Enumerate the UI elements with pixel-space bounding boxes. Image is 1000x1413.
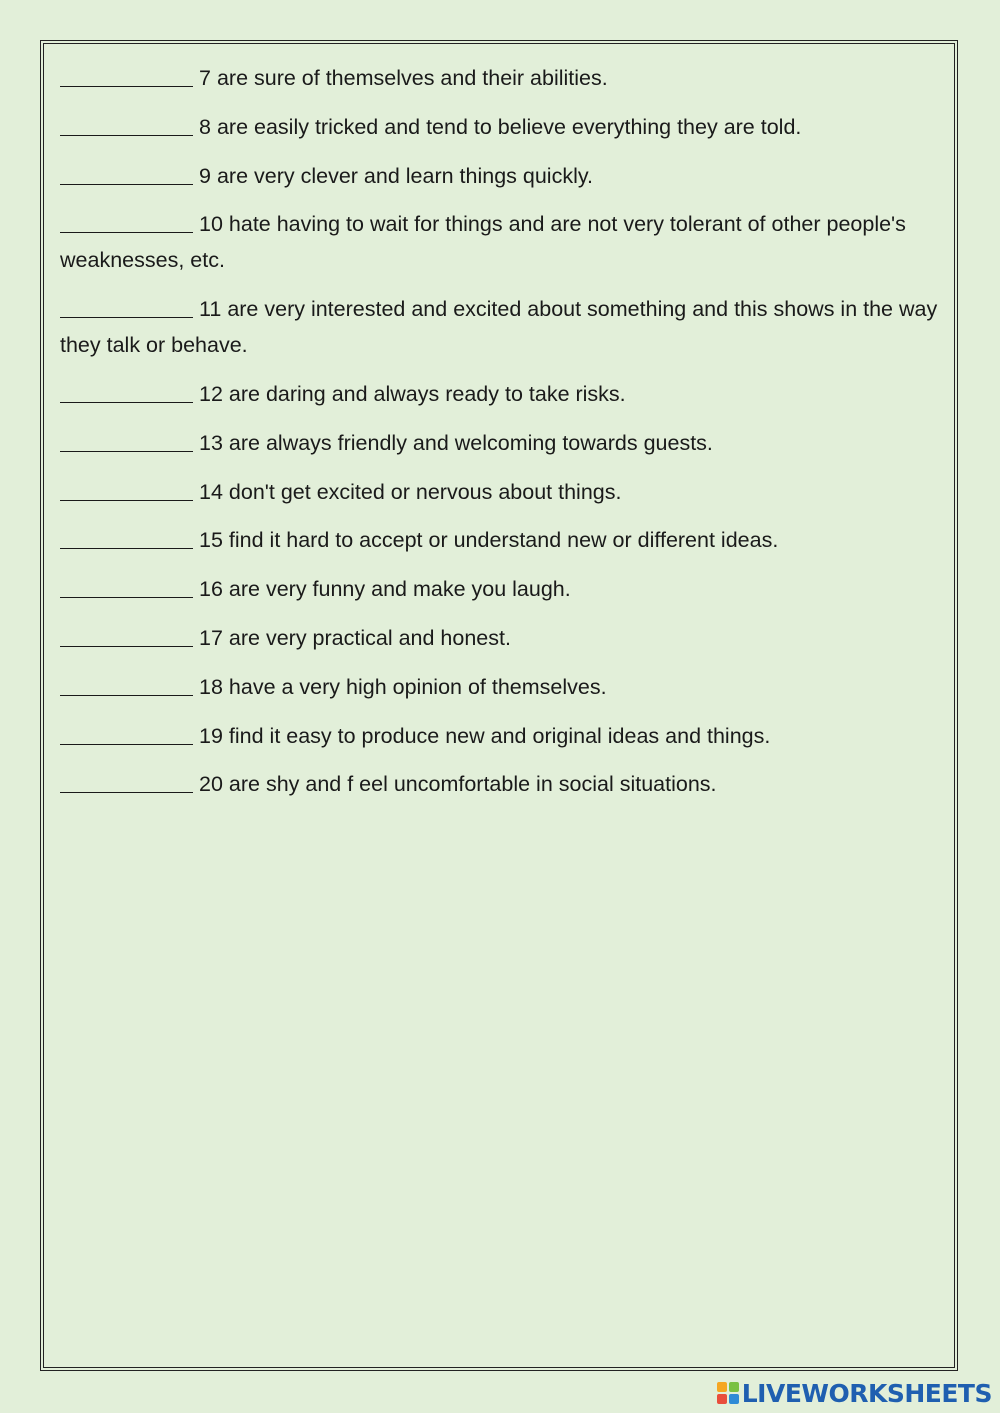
answer-blank[interactable] xyxy=(60,526,193,549)
item-text: don't get excited or nervous about things. xyxy=(228,479,622,504)
item-number: 19 xyxy=(199,723,223,748)
item-text: are very interested and excited about something and this shows in the way they talk or behave. xyxy=(60,297,938,358)
answer-blank[interactable] xyxy=(60,162,193,185)
list-item xyxy=(60,425,960,461)
list-item xyxy=(60,766,960,802)
logo-mark-square xyxy=(729,1382,739,1392)
answer-blank[interactable] xyxy=(60,478,193,501)
item-number: 7 xyxy=(199,66,211,90)
item-text: hate having to wait for things and are not very tolerant of other people's weaknesses, etc. xyxy=(60,212,906,273)
answer-blank[interactable] xyxy=(60,64,193,87)
list-item xyxy=(60,158,960,194)
item-text: find it hard to accept or understand new or different ideas. xyxy=(228,528,779,553)
item-number: 18 xyxy=(199,674,223,699)
item-number: 20 xyxy=(199,772,223,797)
answer-blank[interactable] xyxy=(60,210,193,233)
list-item xyxy=(60,620,960,656)
item-number: 12 xyxy=(199,381,223,406)
item-text: are very practical and honest. xyxy=(228,625,511,650)
answer-blank[interactable] xyxy=(60,624,193,647)
answer-blank[interactable] xyxy=(60,113,193,136)
item-number: 10 xyxy=(199,212,223,237)
logo-mark-icon xyxy=(717,1382,739,1404)
answer-blank[interactable] xyxy=(60,722,193,745)
item-text: have a very high opinion of themselves. xyxy=(228,674,607,699)
item-number: 11 xyxy=(199,297,222,322)
item-text: are sure of themselves and their abilities. xyxy=(216,66,608,90)
item-number: 15 xyxy=(199,528,223,553)
item-number: 9 xyxy=(199,163,211,188)
list-item xyxy=(60,60,960,96)
answer-blank[interactable] xyxy=(60,380,193,403)
item-number: 16 xyxy=(199,577,223,602)
list-item xyxy=(60,718,960,754)
answer-blank[interactable] xyxy=(60,575,193,598)
logo-mark-square xyxy=(729,1394,739,1404)
item-text: are easily tricked and tend to believe everything they are told. xyxy=(216,114,802,139)
logo-wordmark: LIVEWORKSHEETS xyxy=(741,1378,992,1408)
logo-mark-square xyxy=(717,1382,727,1392)
answer-blank[interactable] xyxy=(60,673,193,696)
list-item xyxy=(60,291,960,363)
list-item xyxy=(60,376,960,412)
item-text: are shy and f eel uncomfortable in social situations. xyxy=(228,772,717,797)
item-text: are always friendly and welcoming towards guests. xyxy=(228,430,713,455)
answer-blank[interactable] xyxy=(60,295,193,318)
item-number: 13 xyxy=(199,430,223,455)
list-item xyxy=(60,109,960,145)
item-number: 17 xyxy=(199,625,223,650)
liveworksheets-logo[interactable] xyxy=(717,1376,992,1410)
list-item xyxy=(60,206,960,278)
item-text: find it easy to produce new and original ideas and things. xyxy=(228,723,771,748)
vocabulary-list xyxy=(60,60,960,815)
list-item xyxy=(60,522,960,558)
logo-mark-square xyxy=(717,1394,727,1404)
item-number: 8 xyxy=(199,114,211,139)
item-text: are very funny and make you laugh. xyxy=(228,577,571,602)
answer-blank[interactable] xyxy=(60,429,193,452)
item-text: are daring and always ready to take risks. xyxy=(228,381,626,406)
list-item xyxy=(60,571,960,607)
answer-blank[interactable] xyxy=(60,770,193,793)
item-number: 14 xyxy=(199,479,223,504)
list-item xyxy=(60,474,960,510)
item-text: are very clever and learn things quickly. xyxy=(216,163,593,188)
list-item xyxy=(60,669,960,705)
